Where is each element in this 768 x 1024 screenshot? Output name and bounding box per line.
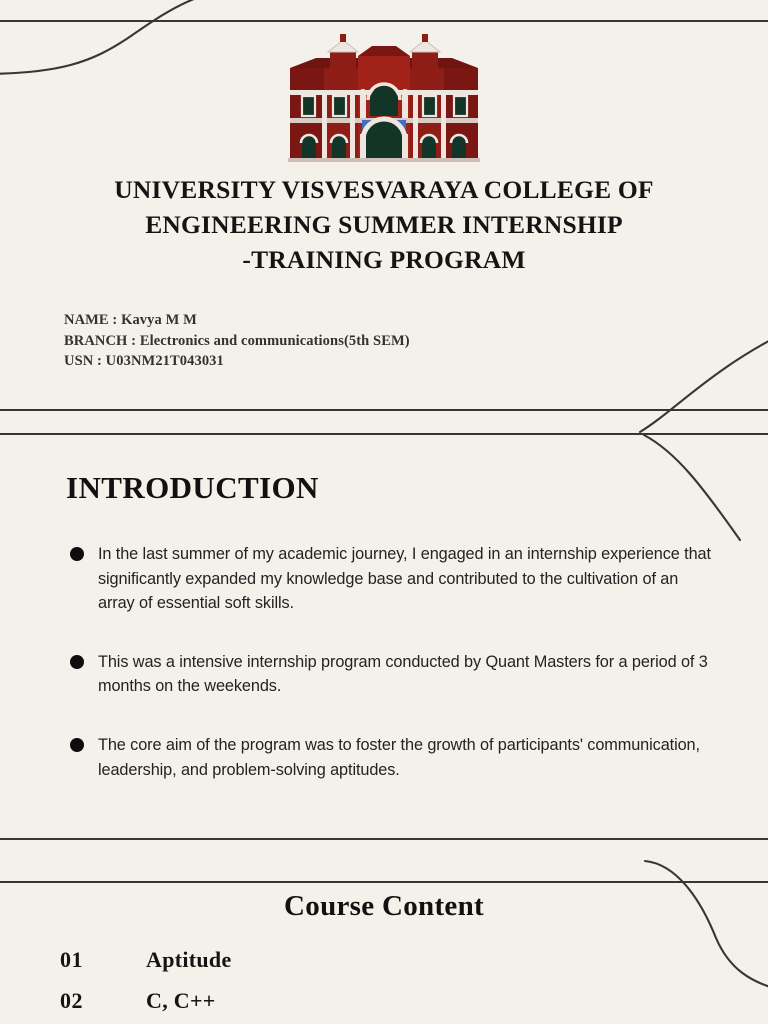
bullet-dot-icon: [70, 547, 84, 561]
list-item: [60, 988, 620, 1024]
title-line-2: ENGINEERING SUMMER INTERNSHIP: [145, 210, 623, 239]
introduction-bullet-list: [70, 542, 718, 782]
student-branch: BRANCH : Electronics and communications(5th SEM): [64, 332, 410, 349]
title-line-1: UNIVERSITY VISVESVARAYA COLLEGE OF: [114, 175, 654, 204]
bullet-text: In the last summer of my academic journey, I engaged in an internship experience that significantly expanded my knowledge base and contributed to the cultivation of an array of essential soft skills.: [98, 545, 711, 613]
swash-mid-upper: [640, 330, 768, 432]
student-usn: USN : U03NM21T043031: [64, 353, 224, 369]
list-item: [70, 733, 718, 782]
swash-bottom-right: [645, 861, 768, 992]
page-title: [64, 172, 704, 277]
student-details: [64, 310, 410, 372]
title-line-3: -TRAINING PROGRAM: [242, 245, 526, 274]
crest-container: [0, 34, 768, 164]
bullet-dot-icon: [70, 655, 84, 669]
bullet-text: This was a intensive internship program conducted by Quant Masters for a period of 3 months on the weekends.: [98, 652, 708, 696]
course-item-number: 02: [60, 988, 83, 1013]
bullet-dot-icon: [70, 738, 84, 752]
list-item: [70, 650, 718, 699]
college-building-icon: [286, 34, 482, 164]
list-item: [70, 542, 718, 616]
list-item: [60, 947, 620, 988]
swash-mid-lower: [644, 435, 740, 540]
course-item-number: 01: [60, 947, 83, 972]
course-content-heading: Course Content: [284, 890, 484, 922]
student-name: NAME : Kavya M M: [64, 312, 197, 328]
course-content-list: [60, 947, 620, 1024]
course-item-label: C, C++: [146, 988, 216, 1013]
introduction-heading: INTRODUCTION: [66, 470, 319, 505]
bullet-text: The core aim of the program was to foster the growth of participants' communication, leadership, and problem-solving aptitudes.: [98, 735, 700, 779]
course-item-label: Aptitude: [146, 947, 232, 972]
